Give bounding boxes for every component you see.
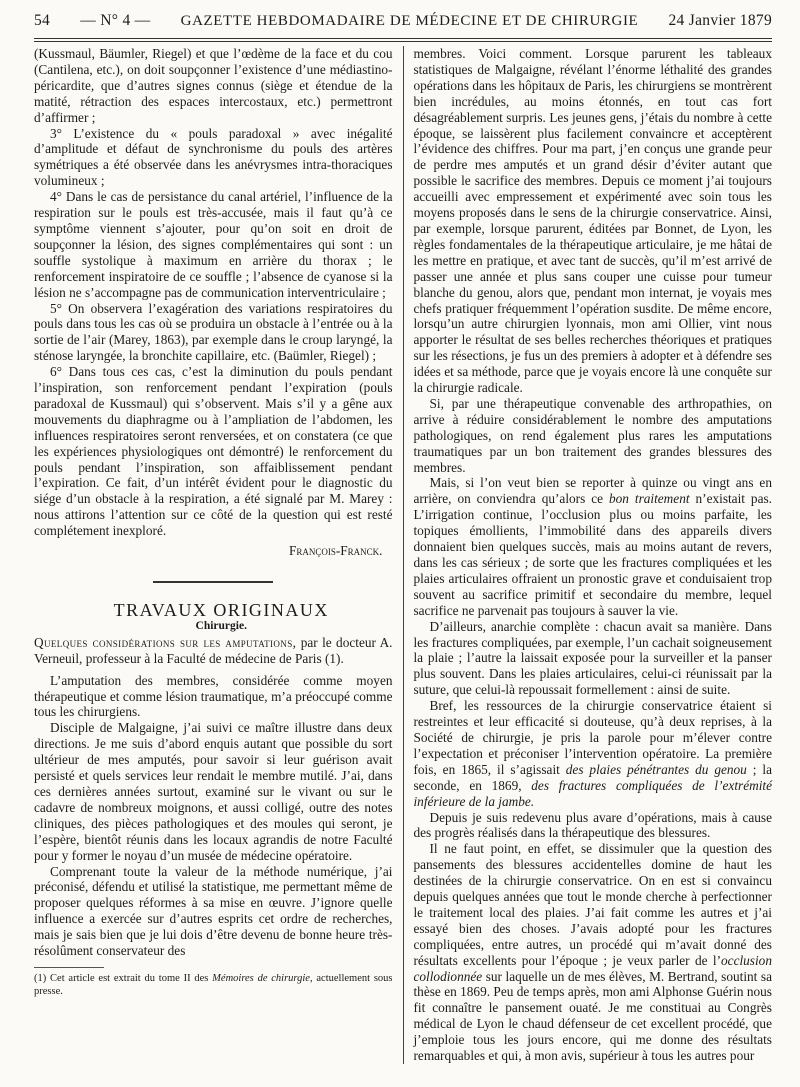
- section-separator: [153, 581, 273, 583]
- header-rule: [34, 38, 772, 42]
- footnote-text-end: , actuellement sous presse.: [34, 972, 393, 997]
- footnote: [34, 972, 393, 998]
- italic-run: des plaies pénétrantes du genou: [565, 761, 747, 777]
- paragraph: L’amputation des membres, considérée comme moyen thérapeutique et comme lésion traumatique, m’a préoccupé comme tous les chirurgiens.: [34, 672, 393, 720]
- journal-title: GAZETTE HEBDOMADAIRE DE MÉDECINE ET DE CHIRURGIE: [180, 13, 639, 29]
- page-number: 54: [34, 12, 51, 29]
- paragraph: [413, 698, 772, 809]
- paragraph: [413, 475, 772, 618]
- paragraph: membres. Voici comment. Lorsque parurent les tableaux statistiques de Malgaigne, révélant l’énorme léthalité des grandes opérations dans les hôpitaux de Paris, les chirurgiens se montrèrent bien incrédules, au moins étonnés, en tout cas fort désagréablement surpris. Les jeunes gens, j’étais du nombre à cette époque, se laissèrent plus facilement convaincre et acceptèrent l’évidence des chiffres. Pour ma part, j’en conçus une grande peur de perdre mes amputés et un grand désir d’éviter autant que possible le sacrifice des membres. Depuis ce moment j’ai toujours accueilli avec empressement et expérimenté avec soin tous les moyens proposés dans le sens de la chirurgie conservatrice. Ainsi, par exemple, lorsque parurent, éditées par Bonnet, de Lyon, les règles fondamentales de la thérapeutique articulaire, je me hâtai de les mettre en pratique, et avec tant de succès, qu’il m’est arrivé de passer une année et plus sans couper une cuisse pour tumeur blanche du genou, alors que, pendant mon internat, je voyais mes chefs pratiquer fréquemment l’opération susdite. De même encore, lorsqu’un autre chirurgien lyonnais, mon ami Ollier, vint nous apporter le résultat de ses belles recherches théoriques et pratiques sur les résections, je fus un des premiers à adopter et à défendre ses idées et sa méthode, parce que je voyais encore là une conquête sur la chirurgie radicale.: [413, 46, 772, 396]
- section-subtitle: Chirurgie.: [195, 619, 247, 632]
- paragraph: [413, 841, 772, 1064]
- left-column: [34, 46, 393, 1064]
- text-run: Il ne faut point, en effet, se dissimuler que la question des pansements des blessures accidentelles domine de haut les destinées de la chirurgie conservatrice. On en est si convaincu depuis quelques années que tout le monde cherche à perfectionner le traitement local des plaies. J’ai fait comme les autres et j’ai essayé bien des choses. J’avais adopté pour les fractures compliquées, entre autres, un procédé qui m’avait donné des résultats excellents pour l’époque ; je veux parler de l’: [413, 841, 772, 968]
- italic-run: bon traitement: [608, 491, 690, 507]
- footnote-text: (1) Cet article est extrait du tome II des: [34, 972, 213, 984]
- two-column-body: [34, 46, 772, 1064]
- page-header: [34, 12, 772, 38]
- footnote-rule: [34, 967, 104, 968]
- text-run: Bref, les ressources de la chirurgie conservatrice étaient si restreintes et leur efficacité si douteuse, qu’à deux reprises, à la Société de chirurgie, je pris la parole pour m’élever contre l’expectation et préconiser l’intervention opératoire. La première fois, en 1865, il s’agissait: [413, 698, 772, 777]
- right-column: [413, 46, 772, 1064]
- issue-number: — N° 4 —: [80, 12, 151, 29]
- text-run: n’existait pas. L’irrigation continue, l’occlusion plus ou moins parfaite, les topiques émollients, l’immobilité dans des appareils divers donnaient bien quelques succès, mais au moins autant de revers, dans les cas sérieux ; de sorte que les fractures compliquées et les plaies articulaires offraient un pronostic grave et conduisaient trop souvent au sacrifice primitif et secondaire du membre, lequel sacrifice ne parvenait pas toujours à sauver la vie.: [413, 491, 772, 618]
- author-signature: François-Franck.: [288, 543, 383, 559]
- text-run: Mais, si l’on veut bien se reporter à quinze ou vingt ans en arrière, on conviendra qu’alors ce: [413, 475, 772, 507]
- italic-run: des fractures compliquées de l’extrémité inférieure de la jambe.: [413, 777, 772, 809]
- text-run: sur laquelle un de mes élèves, M. Bertrand, soutint sa thèse en 1869. Peu de temps après, mon ami Alphonse Guérin nous fit connaître le pansement ouaté. Je me constituai au Congrès médical de Lyon le chaud défenseur de cet excellent procédé, que j’emploie tous les jours encore, qui me donne des résultats remarquables et qui, à mon avis, supérieur à tous les autres pour: [413, 968, 772, 1064]
- paragraph: (Kussmaul, Bäumler, Riegel) et que l’œdème de la face et du cou (Cantilena, etc.), on doit soupçonner l’existence d’une médiastino-péricardite, que d’autres signes connus (siège et étendue de la matité, rétraction des espaces intercostaux, etc.) permettront d’affirmer ;: [34, 46, 393, 125]
- paragraph: Depuis je suis redevenu plus avare d’opérations, mais à cause des progrès réalisés dans la thérapeutique des blessures.: [413, 809, 772, 841]
- paragraph: 3° L’existence du « pouls paradoxal » avec inégalité d’amplitude et défaut de synchronisme du pouls des artères symétriques a été observée dans les anévrysmes intra-thoraciques volumineux ;: [34, 125, 393, 189]
- article-heading: [34, 635, 393, 667]
- italic-run: occlusion collodionnée: [413, 952, 772, 984]
- paragraph: 5° On observera l’exagération des variations respiratoires du pouls dans tous les cas où se produira un obstacle à l’entrée ou à la sortie de l’air (Marey, 1863), par exemple dans le croup laryngé, la sténose laryngée, la bronchite capillaire, etc. (Baümler, Riegel) ;: [34, 300, 393, 364]
- paragraph: 4° Dans le cas de persistance du canal artériel, l’influence de la respiration sur le pouls est très-accusée, mais il faut qu’à ce symptôme viennent s’ajouter, pour qu’on soit en droit de soupçonner la lésion, des signes complémentaires qui sont : un souffle systolique à maximum en arrière du thorax ; le renforcement inspiratoire de ce souffle ; l’absence de cyanose si la lésion ne s’accompagne pas de communication interventriculaire ;: [34, 189, 393, 300]
- footnote-italic: Mémoires de chirurgie: [212, 972, 310, 984]
- paragraph: 6° Dans tous ces cas, c’est la diminution du pouls pendant l’inspiration, son renforcement pendant l’expiration (pouls paradoxal de Kussmaul) qui s’observent. Mais s’il y a gêne aux mouvements du diaphragme ou à l’ampliation de l’abdomen, les influences respiratoires seront renversées, et on constatera (ce que les expériences physiologiques ont démontré) le renforcement du pouls pendant l’inspiration, son affaiblissement pendant l’expiration. Ce fait, d’un intérêt évident pour le diagnostic du siége d’un obstacle à la respiration, a été signalé par M. Marey : nous attirons l’attention sur ce côté de la question qui est resté complétement inexploré.: [34, 364, 393, 539]
- paragraph: Si, par une thérapeutique convenable des arthropathies, on arrive à réduire considérablement le nombre des amputations pathologiques, on rend également plus rares les amputations traumatiques par un bon traitement des grandes blessures des membres.: [413, 395, 772, 475]
- paragraph: Comprenant toute la valeur de la méthode numérique, j’ai préconisé, défendu et utilisé la statistique, me permettant même de proposer quelques réformes à sa mise en œuvre. J’ignore quelle influence a exercée sur d’autres esprits cet ordre de recherches, mais je sais bien que je lui dois d’être devenu de bonne heure très-résolûment conservateur des: [34, 863, 393, 959]
- paragraph: D’ailleurs, anarchie complète : chacun avait sa manière. Dans les fractures compliquées, par exemple, l’un cachait soigneusement la plaie ; l’autre la laissait exposée pour la surveiller et la panser plus souvent. Dans les plaies articulaires, celui-ci réunissait par la suture, que celui-là repoussait formellement : ainsi de suite.: [413, 618, 772, 698]
- issue-date: 24 Janvier 1879: [668, 12, 772, 29]
- article-byline: par le docteur A. Verneuil, professeur à la Faculté de médecine de Paris (1).: [34, 634, 393, 666]
- paragraph: Disciple de Malgaigne, j’ai suivi ce maître illustre dans deux directions. Je me suis d’abord enquis autant que possible du sort ultérieur de mes amputés, pour savoir si leur guérison avait persisté et quels services leur rendait le membre mutilé. J’ai, dans ces dernières années surtout, examiné sur le vivant ou sur le cadavre de nombreux moignons, et aussi colligé, outre des notes cliniques, des pièces pathologiques et des moules qui seront, je l’espère, bientôt réunis dans les locaux agrandis de notre Faculté pour y former le noyau d’un musée de médecine opératoire.: [34, 720, 393, 863]
- column-rule: [403, 46, 404, 1064]
- article-title: Quelques considérations sur les amputations,: [34, 634, 297, 650]
- text-run: ; la seconde, en 1869,: [413, 761, 772, 793]
- section-title: TRAVAUX ORIGINAUX: [113, 600, 329, 620]
